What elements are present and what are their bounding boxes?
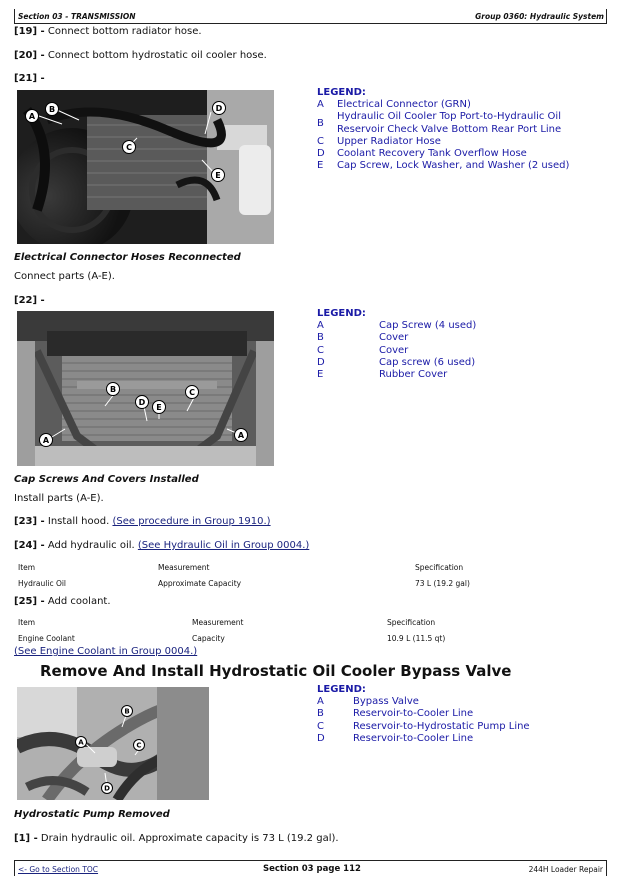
table2-cell-specification: 10.9 L (11.5 qt): [387, 634, 446, 643]
legend-item: [317, 332, 602, 344]
legend-text: Electrical Connector (GRN): [337, 99, 471, 111]
figure1-callout-group: [26, 102, 226, 182]
legend-item: [317, 160, 602, 172]
legend-key: A: [317, 320, 324, 332]
legend-item: [317, 369, 602, 381]
figure3-caption: Hydrostatic Pump Removed: [14, 809, 170, 820]
step-text: Connect bottom hydrostatic oil cooler hose.: [47, 50, 267, 61]
legend-text: Rubber Cover: [379, 369, 448, 381]
legend-item: [317, 99, 602, 111]
callout-e: E: [156, 403, 162, 412]
step-text: Drain hydraulic oil. Approximate capacity is 73 L (19.2 gal).: [40, 833, 339, 844]
callout-a: A: [28, 112, 36, 121]
legend-text: Upper Radiator Hose: [337, 135, 441, 147]
legend-item: [317, 111, 602, 135]
step-text: Add hydraulic oil.: [47, 540, 135, 551]
legend-key: C: [317, 720, 324, 732]
footer-rule: [14, 860, 607, 861]
figure3-legend: [317, 684, 602, 745]
table2-cell-item: Engine Coolant: [18, 634, 75, 643]
table1-header-item: Item: [18, 563, 36, 572]
table1-header-measurement: Measurement: [158, 563, 210, 572]
legend-key: B: [317, 117, 324, 129]
step-text: Connect bottom radiator hose.: [47, 26, 202, 37]
legend-text: Hydraulic Oil Cooler Top Port-to-Hydraulic Oil Reservoir Check Valve Bottom Rear Port Line: [337, 111, 562, 135]
callout-c: C: [136, 741, 142, 750]
callout-a: A: [78, 738, 84, 747]
figure1-callouts: [17, 90, 274, 244]
figure2-callouts: [17, 311, 274, 466]
table2-header-item: Item: [18, 618, 36, 627]
footer-page: Section 03 page 112: [263, 864, 361, 874]
legend-text: Cap Screw, Lock Washer, and Washer (2 used): [337, 160, 570, 172]
table1-cell-item: Hydraulic Oil: [18, 579, 67, 588]
table2-header-specification: Specification: [387, 618, 436, 627]
legend-key: D: [317, 356, 325, 368]
legend-item: [317, 345, 602, 357]
legend-item: [317, 320, 602, 332]
callout-a: A: [237, 431, 245, 440]
engine-coolant-link[interactable]: (See Engine Coolant in Group 0004.): [14, 646, 198, 657]
legend-key: D: [317, 148, 325, 160]
figure3-callouts: [17, 687, 209, 800]
table1-cell-specification: 73 L (19.2 gal): [415, 579, 470, 588]
step-21: [14, 73, 45, 84]
footer-right-rule: [606, 860, 607, 876]
legend-item: [317, 696, 602, 708]
legend-title: LEGEND:: [317, 684, 366, 695]
legend-key: E: [317, 369, 324, 381]
callout-c: C: [126, 143, 132, 152]
legend-text: Cover: [379, 332, 409, 344]
header-left-rule: [14, 9, 15, 23]
figure1-instruction: Connect parts (A-E).: [14, 271, 115, 282]
legend-item: [317, 708, 602, 720]
legend-title: LEGEND:: [317, 308, 366, 319]
callout-d: D: [104, 784, 110, 793]
section-title: Remove And Install Hydrostatic Oil Cooler Bypass Valve: [40, 662, 512, 680]
legend-key: D: [317, 732, 325, 744]
step-text: Add coolant.: [47, 596, 111, 607]
legend-text: Coolant Recovery Tank Overflow Hose: [337, 148, 527, 160]
step-number: [19] -: [14, 26, 45, 37]
section-toc-link[interactable]: <- Go to Section TOC: [18, 865, 99, 874]
step-number: [1] -: [14, 833, 38, 844]
table1-header-specification: Specification: [415, 563, 464, 572]
legend-text: Cap screw (6 used): [379, 356, 476, 368]
legend-text: Reservoir-to-Hydrostatic Pump Line: [353, 720, 530, 732]
step-1: [14, 833, 339, 844]
callout-b: B: [109, 385, 117, 394]
step-number: [20] -: [14, 50, 45, 61]
step-20: [14, 50, 267, 61]
header-rule: [14, 23, 607, 24]
callout-c: C: [189, 388, 195, 397]
legend-item: [317, 357, 602, 369]
legend-item: [317, 136, 602, 148]
figure2-legend: [317, 308, 602, 381]
legend-item: [317, 721, 602, 733]
step-number: [25] -: [14, 596, 45, 607]
step-24: [14, 540, 309, 551]
legend-text: Cap Screw (4 used): [379, 320, 477, 332]
group-1910-link[interactable]: (See procedure in Group 1910.): [112, 516, 271, 527]
step-22: [14, 295, 45, 306]
step-19: [14, 26, 202, 37]
hydraulic-oil-link[interactable]: (See Hydraulic Oil in Group 0004.): [137, 540, 310, 551]
legend-key: C: [317, 135, 324, 147]
footer-doc-title: 244H Loader Repair: [528, 865, 603, 874]
legend-key: E: [317, 160, 324, 172]
callout-d: D: [215, 104, 223, 113]
legend-text: Reservoir-to-Cooler Line: [353, 708, 474, 720]
figure2-caption: Cap Screws And Covers Installed: [14, 474, 199, 485]
header-group: Group 0360: Hydraulic System: [475, 12, 604, 21]
step-number: [23] -: [14, 516, 45, 527]
legend-key: B: [317, 332, 324, 344]
callout-d: D: [138, 398, 146, 407]
callout-b: B: [124, 707, 130, 716]
footer-left-rule: [14, 860, 15, 876]
table1-cell-measurement: Approximate Capacity: [158, 579, 242, 588]
legend-text: Cover: [379, 344, 409, 356]
legend-item: [317, 733, 602, 745]
legend-key: A: [317, 696, 324, 708]
table2-header-measurement: Measurement: [192, 618, 244, 627]
callout-e: E: [215, 171, 221, 180]
callout-a: A: [42, 436, 50, 445]
legend-title: LEGEND:: [317, 87, 366, 98]
step-23: [14, 516, 271, 527]
legend-key: C: [317, 344, 324, 356]
table2-cell-measurement: Capacity: [192, 634, 225, 643]
legend-key: B: [317, 708, 324, 720]
step-25: [14, 596, 111, 607]
step-number: [22] -: [14, 295, 45, 306]
legend-text: Bypass Valve: [353, 696, 419, 708]
callout-b: B: [48, 105, 56, 114]
figure1-caption: Electrical Connector Hoses Reconnected: [14, 252, 241, 263]
legend-text: Reservoir-to-Cooler Line: [353, 732, 474, 744]
figure1-legend: [317, 87, 602, 172]
step-number: [21] -: [14, 73, 45, 84]
header-right-rule: [606, 9, 607, 23]
step-number: [24] -: [14, 540, 45, 551]
legend-key: A: [317, 99, 324, 111]
figure2-instruction: Install parts (A-E).: [14, 493, 104, 504]
header-section: Section 03 - TRANSMISSION: [18, 12, 136, 21]
step-text: Install hood.: [47, 516, 110, 527]
legend-item: [317, 148, 602, 160]
